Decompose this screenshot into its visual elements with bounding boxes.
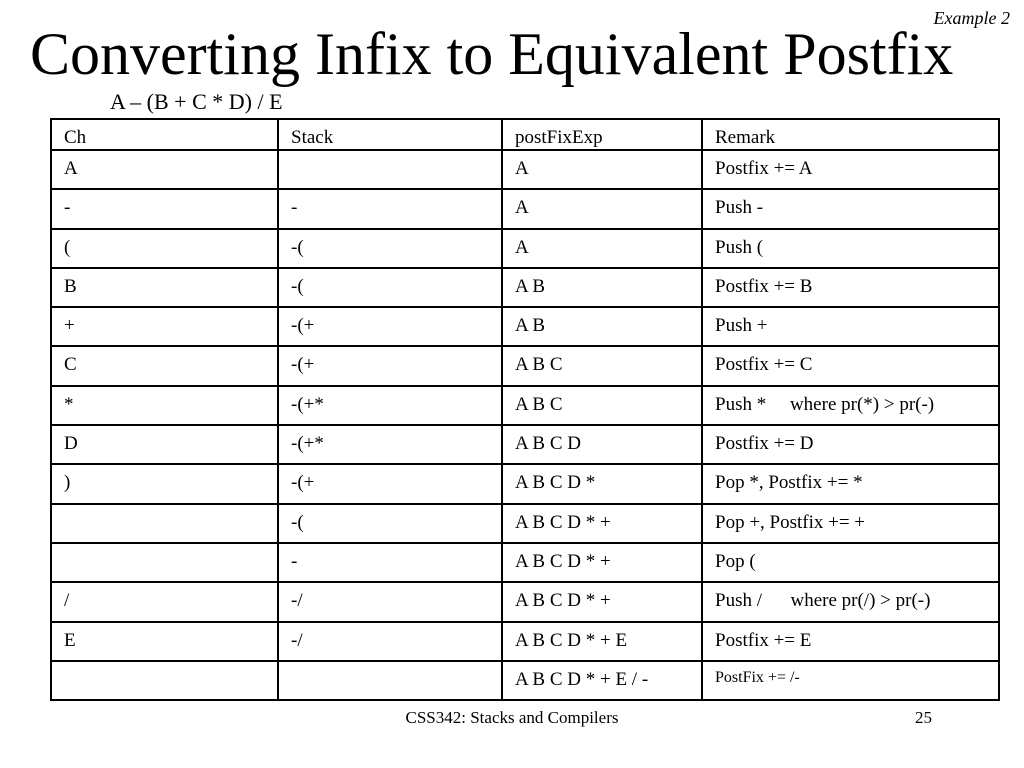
table-row [52, 504, 998, 543]
cell-ch: / [52, 582, 278, 621]
table-row [52, 464, 998, 503]
cell-stack [278, 150, 502, 189]
conversion-table [52, 120, 998, 699]
column-header-ch: Ch [52, 120, 278, 150]
cell-ch: ) [52, 464, 278, 503]
table-row [52, 425, 998, 464]
cell-remark: Push + [702, 307, 998, 346]
cell-postfixexp: A B C D * + E / - [502, 661, 702, 699]
cell-ch [52, 543, 278, 582]
cell-postfixexp: A B C D [502, 425, 702, 464]
table-row [52, 150, 998, 189]
table-row [52, 189, 998, 228]
cell-stack: - [278, 189, 502, 228]
table-row [52, 229, 998, 268]
cell-stack: -/ [278, 582, 502, 621]
cell-remark: Push * where pr(*) > pr(-) [702, 386, 998, 425]
cell-stack: - [278, 543, 502, 582]
cell-ch: ( [52, 229, 278, 268]
footer-course-title: CSS342: Stacks and Compilers [405, 708, 619, 727]
column-header-stack: Stack [278, 120, 502, 150]
cell-postfixexp: A B C D * + [502, 582, 702, 621]
cell-postfixexp: A B C [502, 346, 702, 385]
column-header-remark: Remark [702, 120, 998, 150]
cell-remark: Postfix += E [702, 622, 998, 661]
cell-stack: -( [278, 504, 502, 543]
cell-stack: -/ [278, 622, 502, 661]
cell-remark: Push / where pr(/) > pr(-) [702, 582, 998, 621]
cell-ch: B [52, 268, 278, 307]
cell-postfixexp: A B C D * + [502, 543, 702, 582]
cell-ch: * [52, 386, 278, 425]
cell-remark: Postfix += A [702, 150, 998, 189]
cell-remark: Pop ( [702, 543, 998, 582]
cell-stack: -(+ [278, 346, 502, 385]
table-row [52, 346, 998, 385]
cell-remark: PostFix += /- [702, 661, 998, 699]
cell-postfixexp: A B C D * [502, 464, 702, 503]
table-header-row [52, 120, 998, 150]
cell-ch [52, 661, 278, 699]
cell-stack: -(+* [278, 386, 502, 425]
cell-stack: -( [278, 268, 502, 307]
cell-stack: -( [278, 229, 502, 268]
cell-remark: Postfix += C [702, 346, 998, 385]
cell-postfixexp: A B C [502, 386, 702, 425]
cell-postfixexp: A B [502, 307, 702, 346]
cell-postfixexp: A B C D * + [502, 504, 702, 543]
cell-postfixexp: A B C D * + E [502, 622, 702, 661]
table-row [52, 543, 998, 582]
cell-remark: Push ( [702, 229, 998, 268]
cell-stack [278, 661, 502, 699]
cell-remark: Pop *, Postfix += * [702, 464, 998, 503]
cell-ch: A [52, 150, 278, 189]
example-label: Example 2 [933, 8, 1010, 28]
conversion-table-frame [50, 118, 1000, 701]
table-row [52, 386, 998, 425]
cell-remark: Push - [702, 189, 998, 228]
column-header-postfixexp: postFixExp [502, 120, 702, 150]
cell-ch [52, 504, 278, 543]
cell-ch: + [52, 307, 278, 346]
cell-postfixexp: A B [502, 268, 702, 307]
table-row [52, 661, 998, 699]
page-number: 25 [915, 708, 932, 727]
infix-expression: A – (B + C * D) / E [110, 89, 283, 114]
table-row [52, 582, 998, 621]
cell-postfixexp: A [502, 229, 702, 268]
cell-remark: Pop +, Postfix += + [702, 504, 998, 543]
cell-ch: - [52, 189, 278, 228]
cell-postfixexp: A [502, 150, 702, 189]
table-row [52, 268, 998, 307]
cell-stack: -(+ [278, 307, 502, 346]
table-row [52, 307, 998, 346]
cell-ch: E [52, 622, 278, 661]
cell-stack: -(+* [278, 425, 502, 464]
cell-remark: Postfix += D [702, 425, 998, 464]
cell-postfixexp: A [502, 189, 702, 228]
table-row [52, 622, 998, 661]
slide-title: Converting Infix to Equivalent Postfix [30, 21, 954, 87]
cell-ch: D [52, 425, 278, 464]
cell-ch: C [52, 346, 278, 385]
cell-remark: Postfix += B [702, 268, 998, 307]
cell-stack: -(+ [278, 464, 502, 503]
